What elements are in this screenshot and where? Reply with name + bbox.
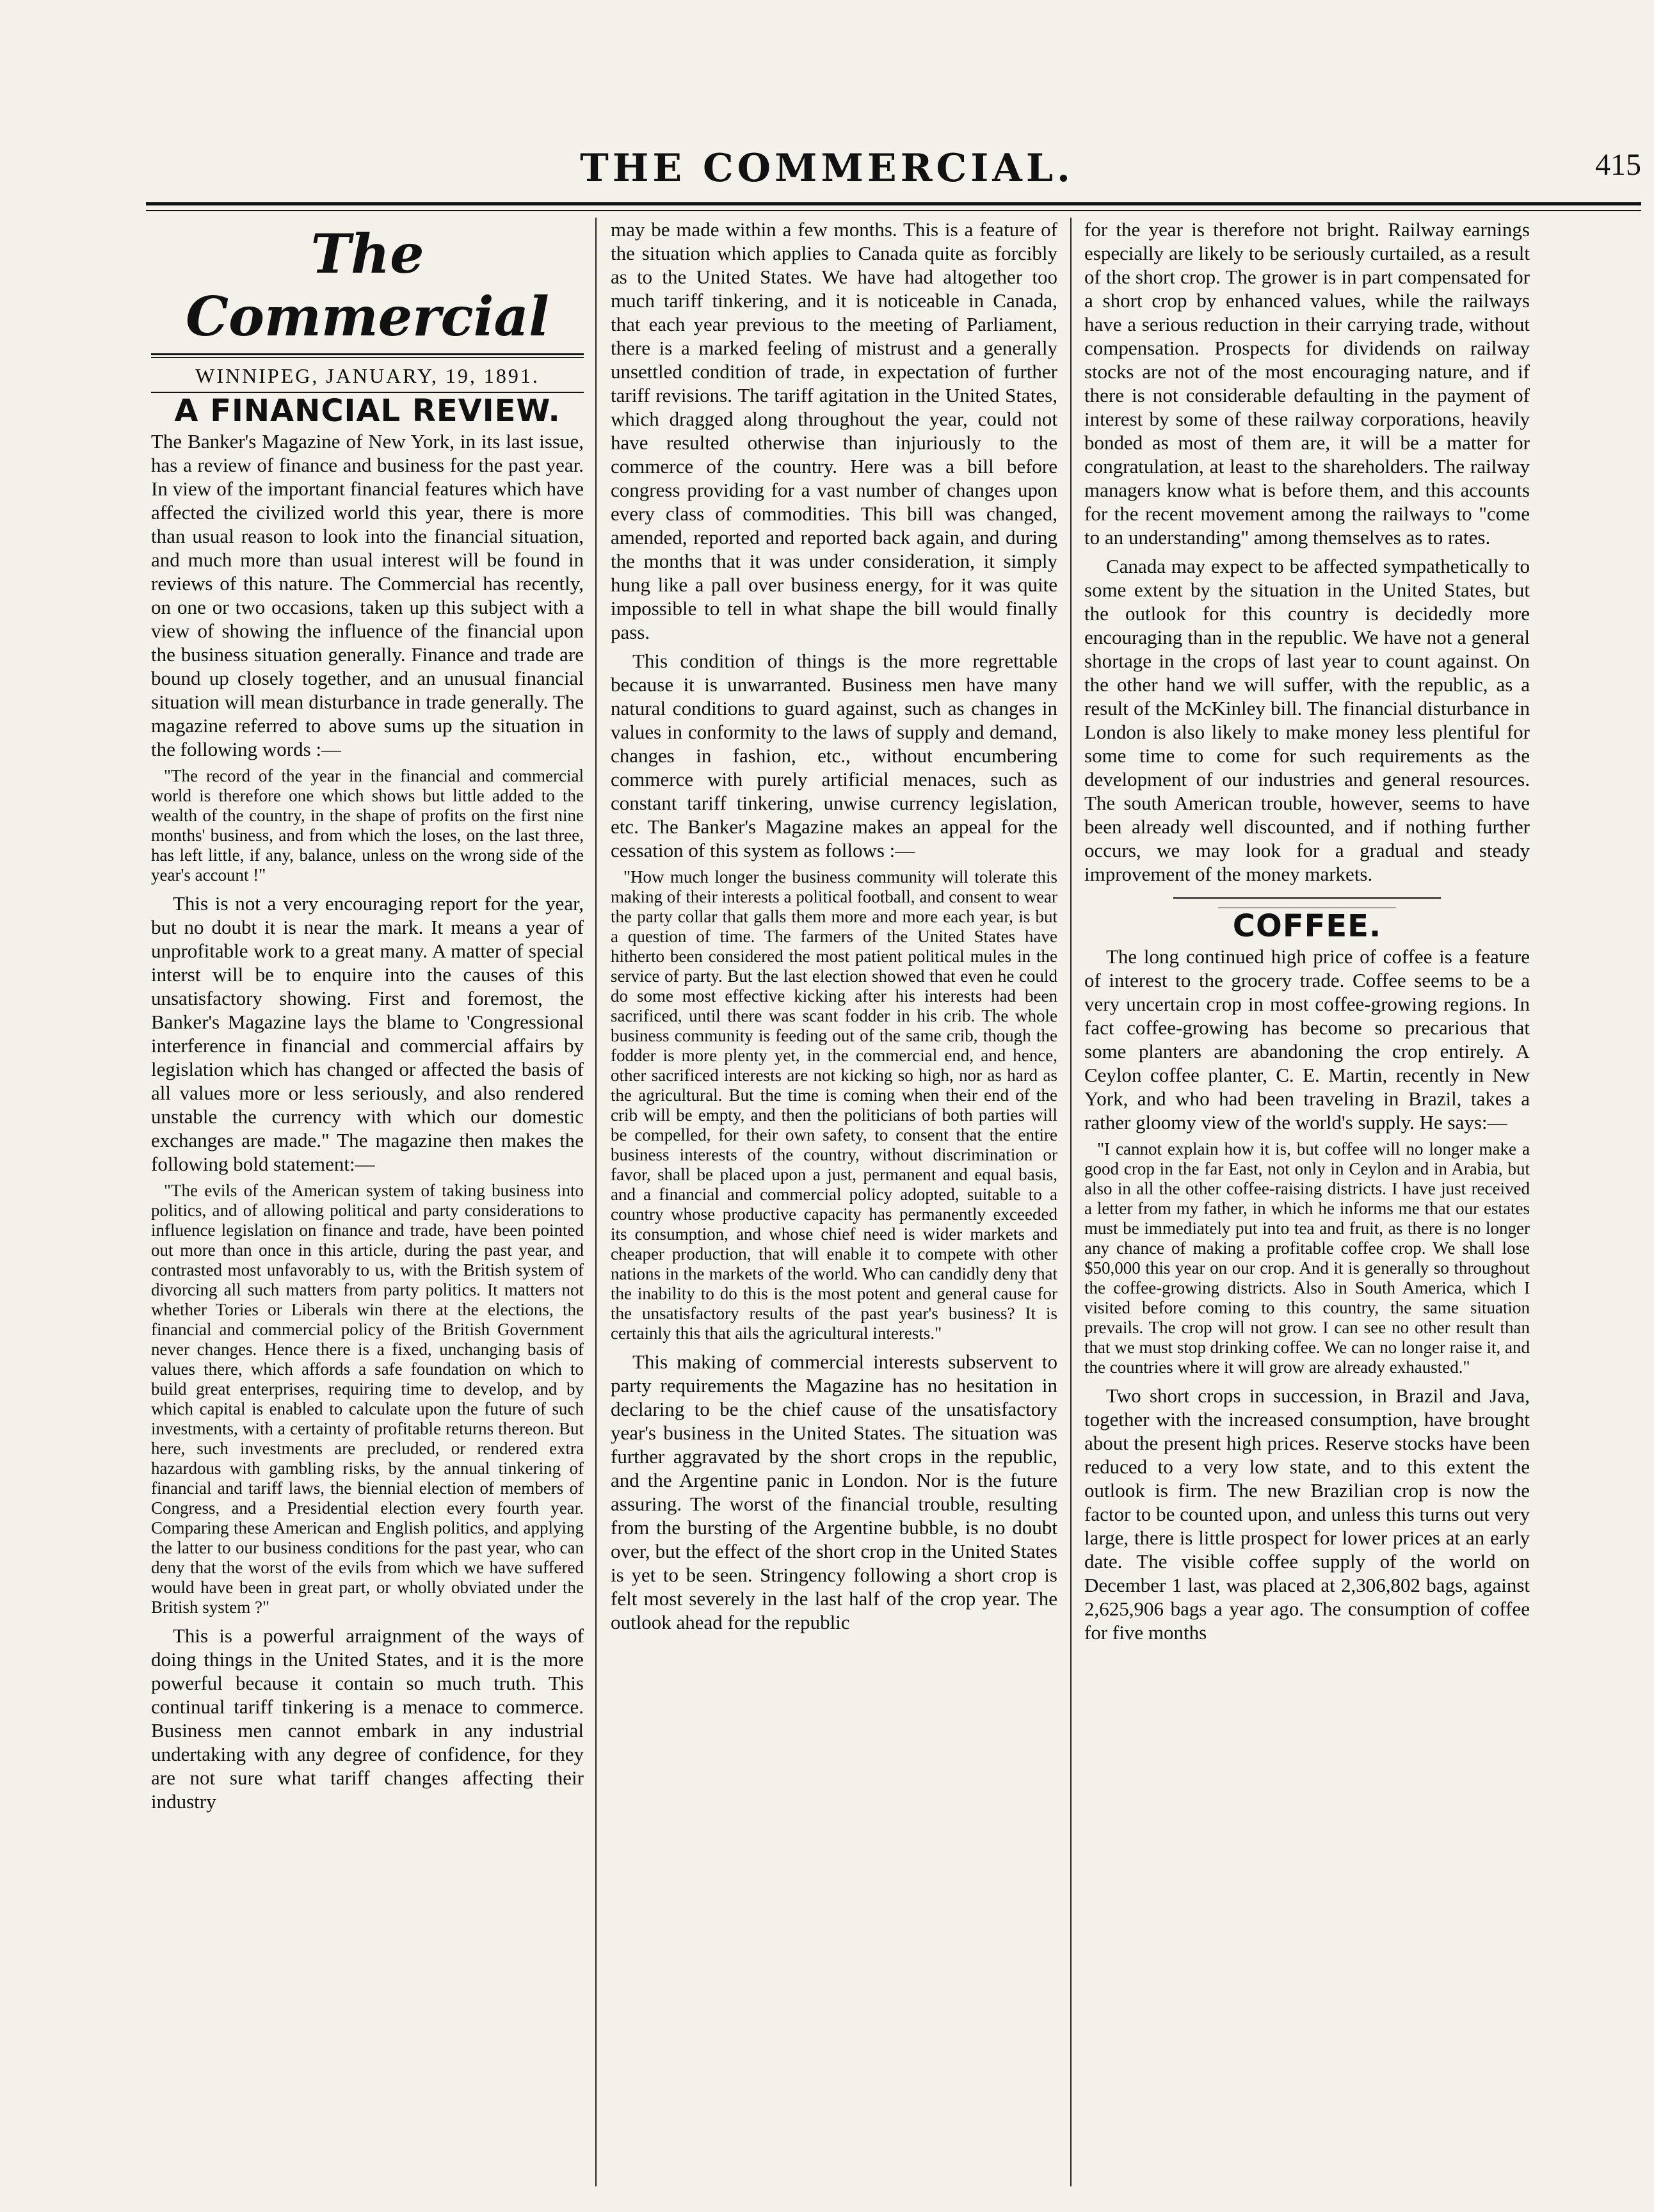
- article-headline: A FINANCIAL REVIEW.: [174, 393, 561, 429]
- page-header-title: THE COMMERCIAL.: [580, 146, 1074, 191]
- paragraph: may be made within a few months. This is a feature of the situation which applies to Canada quite as forcibly as to the United States. We have had altogether too much tariff tinkering, and it is noticeable in Canada, that each year previous to the meeting of Parliament, there is a marked feeling of mistrust and a generally unsettled condition of trade, in expectation of further tariff revisions. The tariff agitation in the United States, which dragged along throughout the year, could not have resulted otherwise than injuriously to the commerce of the country. Here was a bill before congress providing for a vast number of changes upon every class of commodities. This bill was changed, amended, reported and reported back again, and during the months that it was under consideration, it simply hung like a pall over business energy, for it was quite impossible to tell in what shape the bill would finally pass.: [611, 218, 1057, 643]
- block-quote: "The record of the year in the financial and commercial world is therefore one which shows but little added to the wealth of the country, in the shape of profits on the first nine months' business, and from which the loses, on the last three, has left little, if any, balance, unless on the wrong side of the year's account !": [151, 766, 584, 885]
- column-1: [151, 218, 584, 2186]
- column-3: [1084, 218, 1530, 2186]
- paragraph: The long continued high price of coffee is a feature of interest to the grocery trade. Coffee seems to be a very uncertain crop in most coffee-growing regions. In fact coffee-growing has become so precarious that some planters are abandoning the crop entirely. A Ceylon coffee planter, C. E. Martin, recently in New York, and who had been traveling in Brazil, takes a rather gloomy view of the world's supply. He says:—: [1084, 945, 1530, 1134]
- dateline: WINNIPEG, JANUARY, 19, 1891.: [195, 364, 540, 387]
- paragraph: This condition of things is the more regrettable because it is unwarranted. Business men have many natural conditions to guard against, such as changes in values in conformity to the laws of supply and demand, changes in fashion, etc., without encumbering commerce with purely artificial menaces, such as constant tariff tinkering, unwise currency legislation, etc. The Banker's Magazine makes an appeal for the cessation of this system as follows :—: [611, 650, 1057, 862]
- masthead-rule-thin: [151, 357, 584, 358]
- block-quote: "The evils of the American system of taking business into politics, and of allowing political and party considerations to influence legislation on finance and trade, have been pointed out more than once in this article, during the past year, and contrasted most unfavorably to us, with the British system of divorcing all such matters from party politics. It matters not whether Tories or Liberals win there at the elections, the financial and commercial policy of the British Government never changes. Hence there is a fixed, unchanging basis of values there, which affords a safe foundation on which to build great enterprises, requiring time to develop, and by which capital is enabled to calculate upon the future of such investments, with a certainty of profitable returns thereon. But here, such investments are precluded, or rendered extra hazardous with gambling risks, by the annual tinkering of financial and tariff laws, the biennial election of members of Congress, and a Presidential election every fourth year. Comparing these American and English politics, and applying the latter to our business conditions for the past year, who can deny that the worst of the evils from which we have suffered would have been in great part, or wholly obviated under the British system ?": [151, 1181, 584, 1617]
- paragraph: Two short crops in succession, in Brazil and Java, together with the increased consumption, have brought about the present high prices. Reserve stocks have been reduced to a very low state, and to this extent the outlook is firm. The new Brazilian crop is now the factor to be counted upon, and unless this turns out very large, there is little prospect for lower prices at an early date. The visible coffee supply of the world on December 1 last, was placed at 2,306,802 bags, against 2,625,906 bags a year ago. The consumption of coffee for five months: [1084, 1384, 1530, 1644]
- paragraph: This is not a very encouraging report for the year, but no doubt it is near the mark. It means a year of unprofitable work to a great many. A matter of special interst will be to enquire into the causes of this unsatisfactory showing. First and foremost, the Banker's Magazine lays the blame to 'Congressional interference in financial and commercial affairs by legislation which has changed or affected the basis of all values more or less seriously, and also rendered unstable the currency with which our domestic exchanges are made." The magazine then makes the following bold statement:—: [151, 892, 584, 1175]
- article-headline: COFFEE.: [1232, 908, 1382, 944]
- article-separator: [1173, 897, 1441, 899]
- paragraph: The Banker's Magazine of New York, in its last issue, has a review of finance and business for the past year. In view of the important financial features which have affected the civilized world this year, there is more than usual reason to look into the financial situation, and much more than usual interest will be found in reviews of this nature. The Commercial has recently, on one or two occasions, taken up this subject with a view of showing the influence of the financial upon the business situation generally. Finance and trade are bound up closely together, and an unusual financial situation will mean disturbance in trade generally. The magazine referred to above sums up the situation in the following words :—: [151, 430, 584, 760]
- column-divider: [595, 218, 597, 2186]
- masthead-rule: [151, 353, 584, 355]
- paragraph: This making of commercial interests subservent to party requirements the Magazine has no hesitation in declaring to be the chief cause of the unsatisfactory year's business in the United States. The situation was further aggravated by the short crops in the republic, and the Argentine panic in London. Nor is the future assuring. The worst of the financial trouble, resulting from the bursting of the Argentine bubble, is no doubt over, but the effect of the short crop in the United States is yet to be seen. Stringency following a short crop is felt most severely in the last half of the crop year. The outlook ahead for the republic: [611, 1350, 1057, 1633]
- column-divider: [1070, 218, 1072, 2186]
- header-rule-thin: [146, 210, 1641, 211]
- paragraph: This is a powerful arraignment of the ways of doing things in the United States, and it is the more powerful because it contain so much truth. This continual tariff tinkering is a menace to commerce. Business men cannot embark in any industrial undertaking with any degree of confidence, for they are not sure what tariff changes affecting their industry: [151, 1624, 584, 1813]
- column-2: [611, 218, 1057, 2186]
- header-rule: [146, 202, 1641, 205]
- paragraph: Canada may expect to be affected sympathetically to some extent by the situation in the United States, but the outlook for this country is decidedly more encouraging than in the republic. We have not a general shortage in the crops of last year to count against. On the other hand we will suffer, with the republic, as a result of the McKinley bill. The financial disturbance in London is also likely to make money less plentiful for some time to come for such requirements as the development of our industries and general resources. The south American trouble, however, seems to have been already well discounted, and if nothing further occurs, we may look for a gradual and steady improvement of the money markets.: [1084, 555, 1530, 885]
- masthead-title: The Commercial: [186, 222, 549, 348]
- block-quote: "How much longer the business community will tolerate this making of their interests a political football, and consent to wear the party collar that galls them more and more each year, is but a question of time. The farmers of the United States have hitherto been considered the most patient political mules in the service of party. But the last election showed that even he could do some most effective kicking after his interests had been sacrificed, until there was scant fodder in his crib. The whole business community is feeding out of the same crib, though the fodder is more plenty yet, in the commercial end, and hence, other sacrificed interests are not kicking so high, nor as hard as the agricultural. But the time is coming when their end of the crib will be empty, and then the politicians of both parties will be compelled, for their own safety, to consent that the entire business interests of the country, without discrimination or favor, shall be placed upon a just, permanent and equal basis, and a financial and commercial policy adopted, suitable to a country whose productive capacity has permanently exceeded its consumption, and whose chief need is wider markets and cheaper production, that will enable it to compete with other nations in the markets of the world. Who can candidly deny that the inability to do this is the most potent and general cause for the unsatisfactory results of the past year's business? It is certainly this that ails the agricultural interests.": [611, 867, 1057, 1343]
- page-number: 415: [1595, 148, 1641, 182]
- paragraph: for the year is therefore not bright. Railway earnings especially are likely to be seriously curtailed, as a result of the short crop. The grower is in part compensated for a short crop by enhanced values, while the railways have a serious reduction in their carrying trade, without compensation. Prospects for dividends on railway stocks are not of the most encouraging nature, and if there is not considerable defaulting in the payment of interest by some of these railway corporations, heavily bonded as most of them are, it will be a matter for congratulation, at least to the shareholders. The railway managers know what is before them, and this accounts for the recent movement among the railways to "come to an understanding" among themselves as to rates.: [1084, 218, 1530, 549]
- block-quote: "I cannot explain how it is, but coffee will no longer make a good crop in the far East, not only in Ceylon and in Arabia, but also in all the other coffee-raising districts. I have just received a letter from my father, in which he informs me that our estates must be immediately put into tea and fruit, as there is no longer any chance of making a profitable coffee crop. We shall lose $50,000 this year on our crop. And it is generally so throughout the coffee-growing districts. Also in South America, which I visited before coming to this country, the same situation prevails. The crop will not grow. I can see no other result than that we must stop drinking coffee. We can no longer raise it, and the countries where it will grow are already exhausted.": [1084, 1139, 1530, 1377]
